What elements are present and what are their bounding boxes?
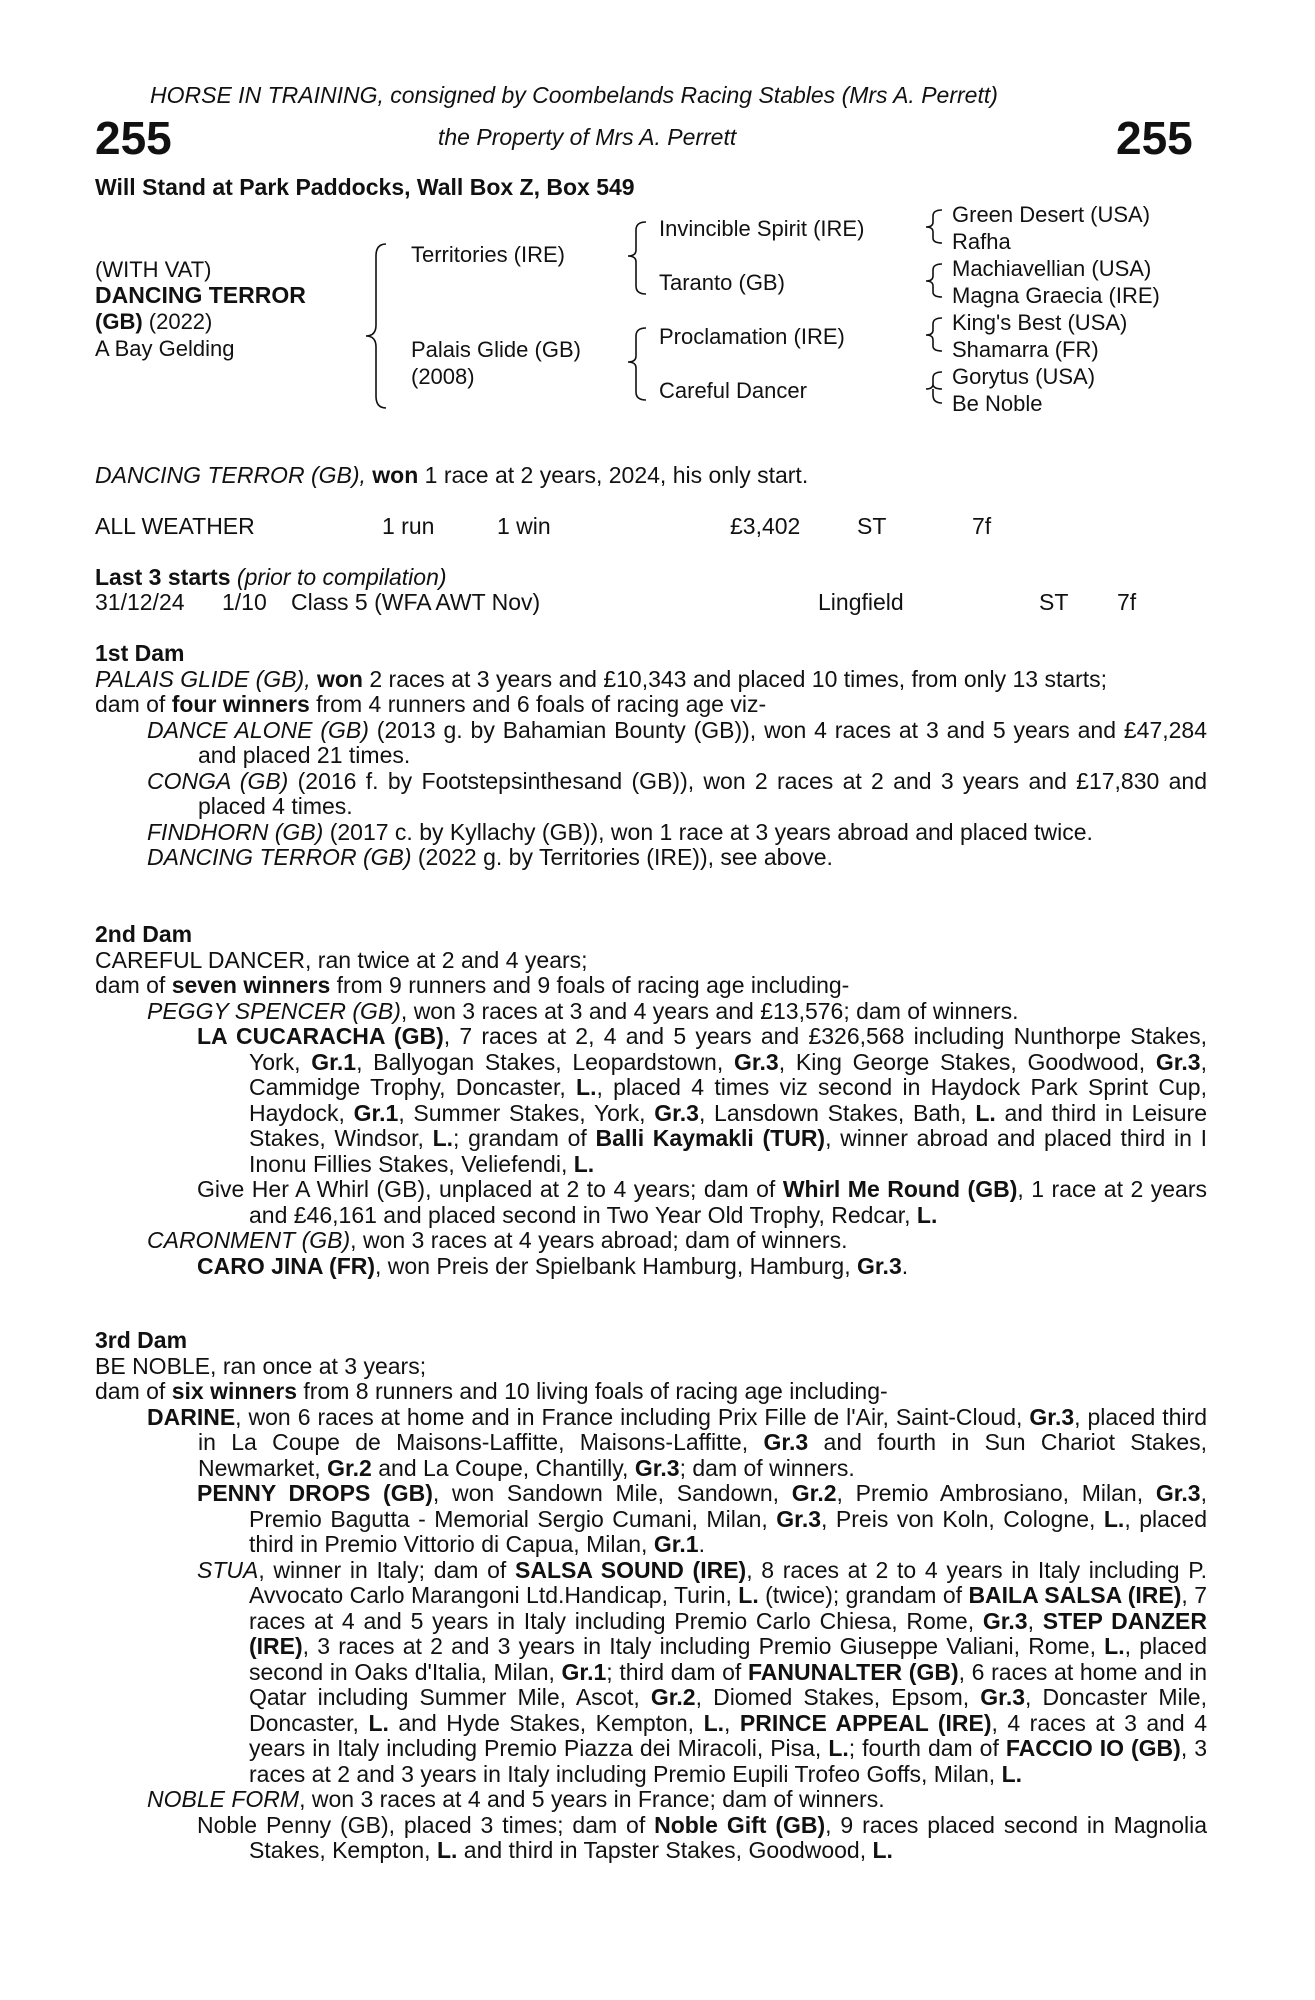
sire-sire-sire: Green Desert (USA) — [952, 202, 1151, 227]
sire-dam-sire: Machiavellian (USA) — [952, 256, 1152, 281]
property-line: the Property of Mrs A. Perrett — [438, 124, 737, 150]
first-dam-foal-2: CONGA (GB) (2016 f. by Footstepsinthesand (GB)), won 2 races at 2 and 3 years and £17,830 and placed 4 times. — [147, 767, 1207, 819]
first-dam-race-record: PALAIS GLIDE (GB), won 2 races at 3 years and £10,343 and placed 10 times, from only 13 starts; — [95, 665, 1108, 692]
second-dam-race-record: CAREFUL DANCER, ran twice at 2 and 4 years; — [95, 946, 588, 973]
last-starts-title: Last 3 starts — [95, 564, 231, 590]
lot-number-right: 255 — [1116, 112, 1193, 164]
sire-sire-dam: Rafha — [952, 229, 1011, 254]
second-dam-caronment: CARONMENT (GB), won 3 races at 4 years abroad; dam of winners. — [147, 1227, 848, 1253]
first-dam-foal-4: DANCING TERROR (GB) (2022 g. by Territories (IRE)), see above. — [147, 844, 833, 870]
third-dam-noble-penny: Noble Penny (GB), placed 3 times; dam of Noble Gift (GB), 9 races placed second in Magnolia Stakes, Kempton, L. and third in Tapster Stakes, Goodwood, L. — [197, 1811, 1207, 1863]
sire: Territories (IRE) — [411, 242, 566, 267]
horse-description: A Bay Gelding — [95, 336, 235, 361]
last-start-position: 1/10 — [222, 589, 267, 615]
sire-dam-dam: Magna Graecia (IRE) — [952, 283, 1160, 308]
first-dam-foal-3: FINDHORN (GB) (2017 c. by Kyllachy (GB)), won 1 race at 3 years abroad and placed twice. — [147, 818, 1093, 845]
lot-number-left: 255 — [95, 112, 172, 164]
dam-sire-sire: King's Best (USA) — [952, 310, 1128, 335]
second-dam-title: 2nd Dam — [95, 921, 193, 947]
consignor-line: HORSE IN TRAINING, consigned by Coombelands Racing Stables (Mrs A. Perrett) — [150, 82, 998, 108]
third-dam-produce: dam of six winners from 8 runners and 10 living foals of racing age including- — [95, 1378, 888, 1404]
record-runs: 1 run — [382, 513, 435, 539]
last-start-date: 31/12/24 — [95, 589, 185, 615]
summary-horse-name: DANCING TERROR (GB), — [95, 462, 366, 488]
record-going: ST — [857, 513, 887, 539]
horse-name: DANCING TERROR — [95, 282, 306, 308]
record-surface: ALL WEATHER — [95, 513, 255, 539]
third-dam-penny-drops: PENNY DROPS (GB), won Sandown Mile, Sandown, Gr.2, Premio Ambrosiano, Milan, Gr.3, Premio Bagutta - Memorial Sergio Cumani, Milan, Gr.3, Preis von Koln, Cologne, L., placed third in Premio Vittorio di Capua, Milan, Gr.1. — [197, 1480, 1207, 1557]
second-dam-la-cucaracha: LA CUCARACHA (GB), 7 races at 2, 4 and 5 years and £326,568 including Nunthorpe Stakes, York, Gr.1, Ballyogan Stakes, Leopardstown, Gr.3, King George Stakes, Goodwood, Gr.3, Cammidge Trophy, Doncaster, L., placed 4 times viz second in Haydock Park Sprint Cup, Haydock, Gr.1, Summer Stakes, York, Gr.3, Lansdown Stakes, Bath, L. and third in Leisure Stakes, Windsor, L.; grandam of Balli Kaymakli (TUR), winner abroad and placed third in I Inonu Fillies Stakes, Veliefendi, L. — [197, 1023, 1208, 1177]
second-dam-produce: dam of seven winners from 9 runners and 9 foals of racing age including- — [95, 972, 850, 998]
record-distance: 7f — [972, 513, 992, 539]
dam-dam-dam: Be Noble — [952, 391, 1043, 416]
first-dam-title: 1st Dam — [95, 640, 185, 666]
last-starts-heading — [95, 565, 447, 591]
dam-dam-sire: Gorytus (USA) — [952, 364, 1096, 389]
last-start-distance: 7f — [1117, 589, 1137, 615]
vat-note: (WITH VAT) — [95, 257, 212, 282]
second-dam-give-her-a-whirl: Give Her A Whirl (GB), unplaced at 2 to 4 years; dam of Whirl Me Round (GB), 1 race at 2 years and £46,161 and placed second in Two Year Old Trophy, Redcar, L. — [197, 1176, 1208, 1228]
dam-dam: Careful Dancer — [659, 378, 807, 403]
horse-year: (2022) — [142, 309, 213, 334]
last-starts-note: (prior to compilation) — [230, 564, 447, 590]
horse-country: (GB) — [95, 309, 143, 334]
record-prize: £3,402 — [730, 513, 801, 539]
record-wins: 1 win — [497, 513, 551, 539]
third-dam-noble-form: NOBLE FORM, won 3 races at 4 and 5 years in France; dam of winners. — [147, 1786, 885, 1812]
second-dam-caro-jina: CARO JINA (FR), won Preis der Spielbank Hamburg, Hamburg, Gr.3. — [197, 1252, 909, 1279]
third-dam-stua: STUA, winner in Italy; dam of SALSA SOUND (IRE), 8 races at 2 to 4 years in Italy including P. Avvocato Carlo Marangoni Ltd.Handicap, Turin, L. (twice); grandam of BAILA SALSA (IRE), 7 races at 4 and 5 years in Italy including Premio Carlo Chiesa, Rome, Gr.3, STEP DANZER (IRE), 3 races at 2 and 3 years in Italy including Premio Giuseppe Valiani, Rome, L., placed second in Oaks d'Italia, Milan, Gr.1; third dam of FANUNALTER (GB), 6 races at home and in Qatar including Summer Mile, Ascot, Gr.2, Diomed Stakes, Epsom, Gr.3, Doncaster Mile, Doncaster, L. and Hyde Stakes, Kempton, L., PRINCE APPEAL (IRE), 4 races at 3 and 4 years in Italy including Premio Piazza dei Miracoli, Pisa, L.; fourth dam of FACCIO IO (GB), 3 races at 2 and 3 years in Italy including Premio Eupili Trofeo Goffs, Milan, L. — [197, 1556, 1208, 1787]
summary-text: 1 race at 2 years, 2024, his only start. — [418, 462, 809, 488]
last-start-class: Class 5 (WFA AWT Nov) — [291, 589, 541, 615]
dam-sire: Proclamation (IRE) — [659, 324, 845, 349]
sire-sire: Invincible Spirit (IRE) — [659, 216, 865, 241]
dam-year: (2008) — [411, 364, 475, 389]
first-dam-section — [95, 641, 1207, 871]
first-dam-foal-1: DANCE ALONE (GB) (2013 g. by Bahamian Bounty (GB)), won 4 races at 3 and 5 years and £47,284 and placed 21 times. — [147, 716, 1207, 768]
third-dam-section — [95, 1328, 1207, 1864]
third-dam-title: 3rd Dam — [95, 1327, 188, 1353]
sire-dam: Taranto (GB) — [659, 270, 785, 295]
last-start-going: ST — [1039, 589, 1069, 615]
second-dam-section — [95, 922, 1207, 1279]
last-start-course: Lingfield — [818, 589, 904, 615]
stand-location: Will Stand at Park Paddocks, Wall Box Z, Box 549 — [95, 174, 635, 200]
third-dam-race-record: BE NOBLE, ran once at 3 years; — [95, 1352, 427, 1379]
dam: Palais Glide (GB) — [411, 337, 581, 362]
dam-sire-dam: Shamarra (FR) — [952, 337, 1099, 362]
third-dam-darine: DARINE, won 6 races at home and in France including Prix Fille de l'Air, Saint-Cloud, Gr.3, placed third in La Coupe de Maisons-Laffitte, Maisons-Laffitte, Gr.3 and fourth in Sun Chariot Stakes, Newmarket, Gr.2 and La Coupe, Chantilly, Gr.3; dam of winners. — [147, 1403, 1207, 1481]
first-dam-produce: dam of four winners from 4 runners and 6 foals of racing age viz- — [95, 691, 767, 717]
summary-won: won — [372, 462, 419, 488]
race-summary — [95, 463, 808, 489]
second-dam-foal-peggy: PEGGY SPENCER (GB), won 3 races at 3 and 4 years and £13,576; dam of winners. — [147, 997, 1019, 1024]
